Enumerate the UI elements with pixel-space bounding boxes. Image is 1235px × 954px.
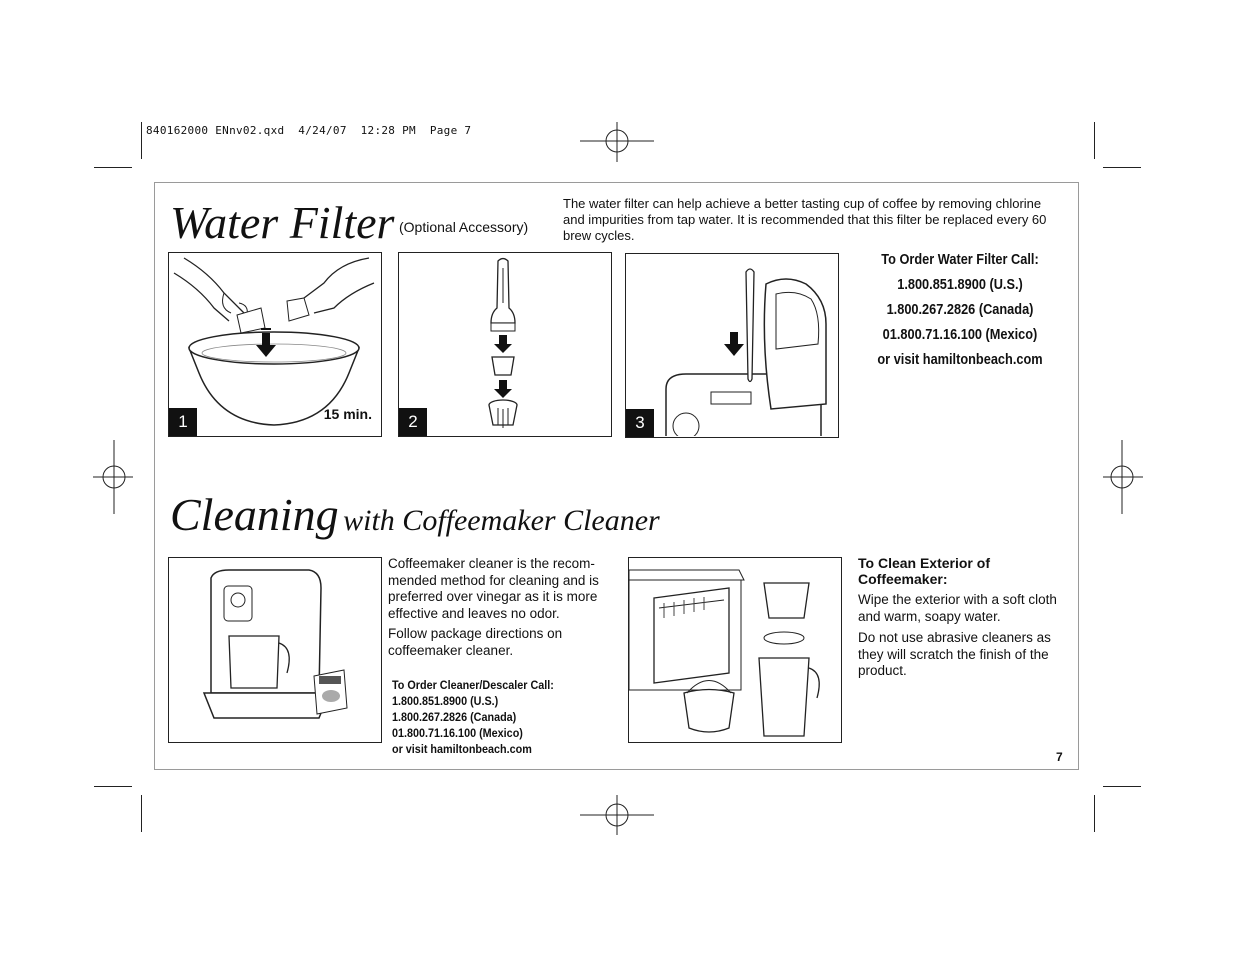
exterior-heading: To Clean Exterior of Coffeemaker:	[858, 555, 990, 587]
exterior-paragraph-1: Wipe the exterior with a soft cloth and warm, soapy water.	[858, 592, 1057, 624]
registration-mark	[1103, 440, 1143, 514]
dishwasher-removable-parts-illustration	[629, 558, 840, 741]
water-filter-order-line: 1.800.267.2826 (Canada)	[886, 302, 1034, 318]
water-filter-order-block	[855, 248, 1065, 373]
step-number: 2	[399, 408, 427, 436]
page-number: 7	[1056, 750, 1063, 764]
figure-step-2	[398, 252, 612, 437]
water-filter-subtitle: (Optional Accessory)	[399, 219, 529, 235]
water-filter-order-line: or visit hamiltonbeach.com	[877, 352, 1043, 368]
cleaner-order-line: 1.800.267.2826 (Canada)	[392, 710, 517, 724]
water-filter-order-line: 1.800.851.8900 (U.S.)	[897, 277, 1023, 293]
figure-step-1	[168, 252, 382, 437]
cleaner-order-heading: To Order Cleaner/Descaler Call:	[392, 678, 554, 692]
cleaning-heading	[170, 489, 660, 540]
cleaning-paragraph-1: Coffeemaker cleaner is the recom-mended method for cleaning and is preferred over vinegar as it is more effective and leaves no odor.	[388, 556, 599, 621]
filter-assembly-illustration	[399, 253, 610, 435]
insert-filter-illustration	[626, 254, 837, 436]
figure-coffeemaker-cleaner	[168, 557, 382, 743]
cleaning-subtitle: with Coffeemaker Cleaner	[343, 504, 660, 537]
cleaner-order-line: 1.800.851.8900 (U.S.)	[392, 694, 499, 708]
figure-dishwasher-parts	[628, 557, 842, 743]
step-number: 1	[169, 408, 197, 436]
cleaner-order-block	[392, 677, 622, 757]
step-number: 3	[626, 409, 654, 437]
crop-mark	[141, 795, 142, 832]
crop-mark	[1103, 167, 1141, 168]
file-slug: 840162000 ENnv02.qxd 4/24/07 12:28 PM Page 7	[146, 124, 472, 137]
crop-mark	[141, 122, 142, 159]
cleaner-order-line: or visit hamiltonbeach.com	[392, 742, 532, 756]
crop-mark	[1103, 786, 1141, 787]
water-filter-intro: The water filter can help achieve a better tasting cup of coffee by removing chlorine and impurities from tap water. It is recommended that this filter be replaced every 60 brew cycles.	[563, 196, 1047, 243]
registration-mark	[580, 122, 654, 162]
water-filter-order-line: 01.800.71.16.100 (Mexico)	[882, 327, 1038, 343]
step-caption: 15 min.	[323, 406, 372, 422]
registration-mark	[580, 795, 654, 835]
crop-mark	[1094, 122, 1095, 159]
water-filter-order-heading: To Order Water Filter Call:	[881, 252, 1039, 268]
crop-mark	[1094, 795, 1095, 832]
coffeemaker-with-cleaner-illustration	[169, 558, 380, 741]
water-filter-title: Water Filter	[170, 197, 395, 248]
cleaning-paragraph-2: Follow package directions on coffeemaker cleaner.	[388, 626, 563, 658]
figure-step-3	[625, 253, 839, 438]
crop-mark	[94, 167, 132, 168]
cleaning-title: Cleaning	[170, 489, 339, 540]
exterior-paragraph-2: Do not use abrasive cleaners as they will scratch the finish of the product.	[858, 630, 1051, 678]
crop-mark	[94, 786, 132, 787]
registration-mark	[93, 440, 133, 514]
cleaner-order-line: 01.800.71.16.100 (Mexico)	[392, 726, 523, 740]
